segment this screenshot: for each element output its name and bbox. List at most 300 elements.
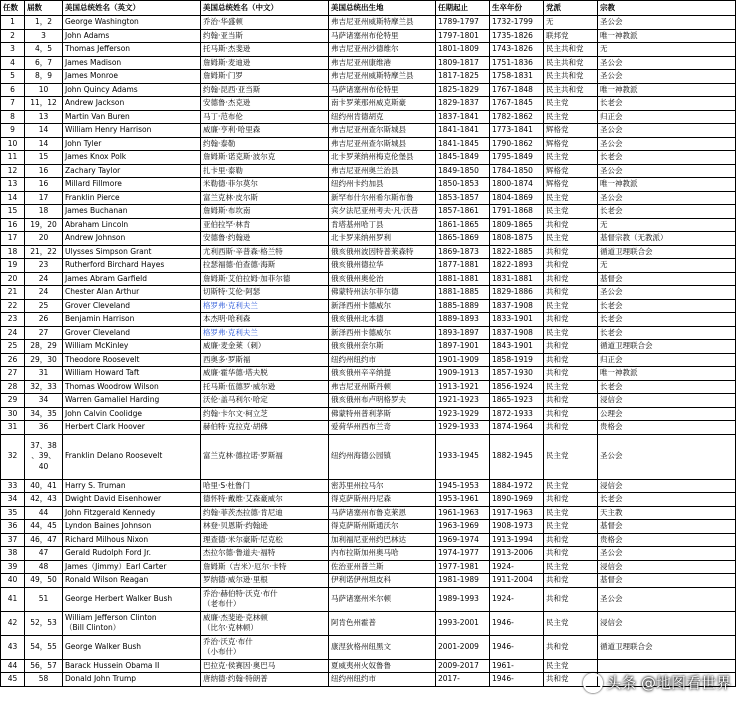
cell-term: 27 — [25, 326, 63, 340]
cell-name-en: Andrew Johnson — [63, 232, 201, 246]
cell-party: 共和党 — [544, 394, 598, 408]
cell-name-cn: 扎卡里·泰勒 — [201, 164, 329, 178]
cell-term: 14 — [25, 124, 63, 138]
table-row — [1, 493, 736, 507]
cell-party: 无 — [544, 16, 598, 30]
header-years: 任期起止 — [436, 1, 490, 16]
cell-name-en: James Madison — [63, 56, 201, 70]
cell-term: 44 — [25, 506, 63, 520]
cell-years: 1841-1845 — [436, 137, 490, 151]
table-row — [1, 659, 736, 673]
cell-years: 2009-2017 — [436, 659, 490, 673]
table-row — [1, 326, 736, 340]
cell-birthplace: 弗吉尼亚州奥兰治县 — [329, 164, 436, 178]
cell-name-en: George Herbert Walker Bush — [63, 587, 201, 611]
cell-party: 民主党 — [544, 232, 598, 246]
cell-name-en: John Quincy Adams — [63, 83, 201, 97]
cell-life: 1882-1945 — [490, 434, 544, 479]
cell-years: 1797-1801 — [436, 29, 490, 43]
cell-term: 32，33 — [25, 380, 63, 394]
cell-birthplace: 纽约州卡约加县 — [329, 178, 436, 192]
cell-religion: 循道卫理联合会 — [598, 245, 736, 259]
cell-party: 民主党 — [544, 97, 598, 111]
cell-life: 1790-1862 — [490, 137, 544, 151]
cell-term: 28，29 — [25, 340, 63, 354]
table-row — [1, 164, 736, 178]
cell-term: 25 — [25, 299, 63, 313]
table-row — [1, 407, 736, 421]
cell-party: 共和党 — [544, 340, 598, 354]
cell-name-cn: 安德鲁·杰克逊 — [201, 97, 329, 111]
cell-birthplace: 马萨诸塞州布伦特里 — [329, 83, 436, 97]
cell-term: 54，55 — [25, 635, 63, 659]
cell-name-en: Gerald Rudolph Ford Jr. — [63, 547, 201, 561]
cell-religion: 长老会 — [598, 205, 736, 219]
cell-name-en: Warren Gamaliel Harding — [63, 394, 201, 408]
cell-name-cn: 富兰克林·德拉诺·罗斯福 — [201, 434, 329, 479]
cell-birthplace: 弗吉尼亚州沙德维尔 — [329, 43, 436, 57]
cell-religion: 圣公会 — [598, 16, 736, 30]
table-row — [1, 70, 736, 84]
cell-term: 40，41 — [25, 479, 63, 493]
cell-number: 31 — [1, 421, 25, 435]
cell-name-en: Harry S. Truman — [63, 479, 201, 493]
cell-life: 1884-1972 — [490, 479, 544, 493]
table-row — [1, 340, 736, 354]
cell-name-cn: 詹姆斯（吉米）·厄尔·卡特 — [201, 560, 329, 574]
cell-birthplace: 弗吉尼亚州查尔斯城县 — [329, 137, 436, 151]
cell-party: 共和党 — [544, 245, 598, 259]
cell-name-cn: 唐纳德·约翰·特朗普 — [201, 673, 329, 687]
cell-name-cn: 理查德·米尔豪斯·尼克松 — [201, 533, 329, 547]
cell-party: 民主党 — [544, 380, 598, 394]
cell-birthplace: 马萨诸塞州布伦特里 — [329, 29, 436, 43]
cell-term: 17 — [25, 191, 63, 205]
cell-religion: 天主教 — [598, 506, 736, 520]
cell-name-en: John Calvin Coolidge — [63, 407, 201, 421]
cell-religion: 唯一神教派 — [598, 83, 736, 97]
cell-religion: 浸信会 — [598, 394, 736, 408]
cell-name-cn: 乔治·华盛顿 — [201, 16, 329, 30]
table-row — [1, 110, 736, 124]
cell-years: 1817-1825 — [436, 70, 490, 84]
cell-birthplace: 宾夕法尼亚州考夫·凡·沃普 — [329, 205, 436, 219]
cell-number: 42 — [1, 611, 25, 635]
cell-term: 51 — [25, 587, 63, 611]
cell-birthplace: 阿肯色州霍普 — [329, 611, 436, 635]
cell-years: 1861-1865 — [436, 218, 490, 232]
cell-years: 1993-2001 — [436, 611, 490, 635]
cell-number: 6 — [1, 83, 25, 97]
cell-years: 1953-1961 — [436, 493, 490, 507]
cell-number: 5 — [1, 70, 25, 84]
cell-number: 25 — [1, 340, 25, 354]
cell-years: 1989-1993 — [436, 587, 490, 611]
cell-number: 23 — [1, 313, 25, 327]
cell-religion: 圣公会 — [598, 434, 736, 479]
cell-name-cn: 詹姆斯·布坎南 — [201, 205, 329, 219]
cell-birthplace: 北卡罗莱纳州梅克伦堡县 — [329, 151, 436, 165]
cell-life: 1831-1881 — [490, 272, 544, 286]
header-religion: 宗教 — [598, 1, 736, 16]
cell-life: 1782-1862 — [490, 110, 544, 124]
cell-party: 共和党 — [544, 259, 598, 273]
cell-term: 56，57 — [25, 659, 63, 673]
cell-party: 共和党 — [544, 587, 598, 611]
cell-religion: 贵格会 — [598, 421, 736, 435]
cell-party: 共和党 — [544, 421, 598, 435]
cell-years: 1877-1881 — [436, 259, 490, 273]
header-birthplace: 美国总统出生地 — [329, 1, 436, 16]
cell-term: 1，2 — [25, 16, 63, 30]
cell-name-en: Dwight David Eisenhower — [63, 493, 201, 507]
table-row — [1, 272, 736, 286]
cell-life: 1837-1908 — [490, 299, 544, 313]
watermark-logo-icon — [583, 673, 603, 693]
cell-years: 1853-1857 — [436, 191, 490, 205]
cell-years: 1829-1837 — [436, 97, 490, 111]
cell-term: 3 — [25, 29, 63, 43]
cell-term: 20 — [25, 232, 63, 246]
cell-term: 26 — [25, 313, 63, 327]
cell-name-en: Rutherford Birchard Hayes — [63, 259, 201, 273]
table-row — [1, 56, 736, 70]
cell-religion: 圣公会 — [598, 56, 736, 70]
cell-party: 共和党 — [544, 313, 598, 327]
cell-number: 11 — [1, 151, 25, 165]
cell-name-en: Andrew Jackson — [63, 97, 201, 111]
cell-religion: 长老会 — [598, 313, 736, 327]
cell-number: 40 — [1, 574, 25, 588]
cell-years: 1801-1809 — [436, 43, 490, 57]
cell-party: 民主党 — [544, 659, 598, 673]
cell-number: 9 — [1, 124, 25, 138]
cell-religion: 贵格会 — [598, 533, 736, 547]
table-row — [1, 506, 736, 520]
cell-name-cn: 亚伯拉罕·林肯 — [201, 218, 329, 232]
cell-religion: 归正会 — [598, 110, 736, 124]
cell-birthplace: 弗吉尼亚州查尔斯城县 — [329, 124, 436, 138]
cell-name-en: John Adams — [63, 29, 201, 43]
cell-name-cn: 威廉·麦金莱（刺） — [201, 340, 329, 354]
table-row — [1, 16, 736, 30]
table-row — [1, 547, 736, 561]
table-row — [1, 178, 736, 192]
cell-birthplace: 肯塔基州哈丁县 — [329, 218, 436, 232]
table-row — [1, 380, 736, 394]
cell-life: 1858-1919 — [490, 353, 544, 367]
cell-number: 44 — [1, 659, 25, 673]
cell-life: 1946- — [490, 611, 544, 635]
cell-name-cn: 哈里·S·杜鲁门 — [201, 479, 329, 493]
cell-number: 7 — [1, 97, 25, 111]
cell-party: 共和党 — [544, 533, 598, 547]
cell-party: 民主党 — [544, 506, 598, 520]
cell-religion: 圣公会 — [598, 137, 736, 151]
cell-years: 1945-1953 — [436, 479, 490, 493]
cell-name-cn: 约翰·菲茨杰拉德·肯尼迪 — [201, 506, 329, 520]
cell-name-en: Chester Alan Arthur — [63, 286, 201, 300]
cell-party: 民主党 — [544, 560, 598, 574]
cell-years: 1893-1897 — [436, 326, 490, 340]
cell-birthplace: 佛蒙特州法尔菲尔德 — [329, 286, 436, 300]
cell-years: 1789-1797 — [436, 16, 490, 30]
cell-name-en: Ronald Wilson Reagan — [63, 574, 201, 588]
cell-religion: 基督会 — [598, 574, 736, 588]
cell-name-en: Barack Hussein Obama II — [63, 659, 201, 673]
cell-name-en: Franklin Pierce — [63, 191, 201, 205]
cell-life: 1874-1964 — [490, 421, 544, 435]
cell-term: 8，9 — [25, 70, 63, 84]
cell-term: 6，7 — [25, 56, 63, 70]
cell-term: 11，12 — [25, 97, 63, 111]
cell-name-en: Thomas Woodrow Wilson — [63, 380, 201, 394]
cell-years: 1885-1889 — [436, 299, 490, 313]
cell-years: 1901-1909 — [436, 353, 490, 367]
cell-religion: 循道卫理联合会 — [598, 635, 736, 659]
cell-number: 36 — [1, 520, 25, 534]
cell-name-cn: 本杰明·哈利森 — [201, 313, 329, 327]
cell-religion: 公理会 — [598, 407, 736, 421]
cell-birthplace: 加利福尼亚州约巴林达 — [329, 533, 436, 547]
cell-years: 1977-1981 — [436, 560, 490, 574]
cell-years: 1909-1913 — [436, 367, 490, 381]
cell-life: 1822-1885 — [490, 245, 544, 259]
cell-name-cn: 威廉·杰斐逊·克林顿 （比尔·克林顿） — [201, 611, 329, 635]
cell-number: 12 — [1, 164, 25, 178]
cell-term: 16 — [25, 178, 63, 192]
cell-name-cn: 巴拉克·侯赛因·奥巴马 — [201, 659, 329, 673]
cell-name-cn: 西奥多·罗斯福 — [201, 353, 329, 367]
cell-term: 48 — [25, 560, 63, 574]
cell-name-en: Donald John Trump — [63, 673, 201, 687]
cell-number: 33 — [1, 479, 25, 493]
cell-number: 8 — [1, 110, 25, 124]
header-name-cn: 美国总统姓名（中文） — [201, 1, 329, 16]
cell-number: 16 — [1, 218, 25, 232]
cell-years: 1929-1933 — [436, 421, 490, 435]
cell-party: 共和党 — [544, 272, 598, 286]
cell-name-en: James Monroe — [63, 70, 201, 84]
cell-party: 民主党 — [544, 151, 598, 165]
cell-party: 联邦党 — [544, 29, 598, 43]
cell-religion: 圣公会 — [598, 286, 736, 300]
cell-name-cn: 威廉·亨利·哈里森 — [201, 124, 329, 138]
cell-name-en: George Washington — [63, 16, 201, 30]
header-number: 任数 — [1, 1, 25, 16]
cell-life: 1913-2006 — [490, 547, 544, 561]
cell-life: 1784-1850 — [490, 164, 544, 178]
cell-term: 16 — [25, 164, 63, 178]
cell-birthplace: 纽约州肯德胡克 — [329, 110, 436, 124]
cell-name-en: William Jefferson Clinton （Bill Clinton） — [63, 611, 201, 635]
cell-party: 辉格党 — [544, 178, 598, 192]
cell-name-cn: 沃伦·盖马利尔·哈定 — [201, 394, 329, 408]
cell-life: 1808-1875 — [490, 232, 544, 246]
cell-birthplace: 南卡罗莱那州威克斯豪 — [329, 97, 436, 111]
cell-life: 1872-1933 — [490, 407, 544, 421]
cell-term: 37、38 、39、 40 — [25, 434, 63, 479]
cell-life: 1961- — [490, 659, 544, 673]
cell-number: 17 — [1, 232, 25, 246]
table-body — [1, 16, 736, 687]
cell-name-en: Benjamin Harrison — [63, 313, 201, 327]
cell-birthplace: 俄亥俄州辛辛纳提 — [329, 367, 436, 381]
cell-name-en: John Fitzgerald Kennedy — [63, 506, 201, 520]
cell-life: 1946- — [490, 673, 544, 687]
cell-party: 民主共和党 — [544, 43, 598, 57]
cell-years: 2017- — [436, 673, 490, 687]
cell-religion: 长老会 — [598, 299, 736, 313]
cell-number: 19 — [1, 259, 25, 273]
cell-name-cn: 罗纳德·威尔逊·里根 — [201, 574, 329, 588]
cell-term: 29，30 — [25, 353, 63, 367]
cell-party: 民主党 — [544, 191, 598, 205]
cell-life: 1908-1973 — [490, 520, 544, 534]
cell-life: 1829-1886 — [490, 286, 544, 300]
cell-years: 1974-1977 — [436, 547, 490, 561]
cell-name-en: Franklin Delano Roosevelt — [63, 434, 201, 479]
cell-party: 民主党 — [544, 434, 598, 479]
cell-religion: 圣公会 — [598, 547, 736, 561]
cell-name-cn: 格罗弗·克利夫兰 — [201, 326, 329, 340]
cell-term: 49，50 — [25, 574, 63, 588]
table-row — [1, 83, 736, 97]
cell-years: 1841-1841 — [436, 124, 490, 138]
cell-name-en: Ulysses Simpson Grant — [63, 245, 201, 259]
cell-term: 19，20 — [25, 218, 63, 232]
cell-term: 15 — [25, 151, 63, 165]
table-row — [1, 353, 736, 367]
cell-life: 1822-1893 — [490, 259, 544, 273]
cell-name-en: James Knox Polk — [63, 151, 201, 165]
cell-number: 34 — [1, 493, 25, 507]
cell-birthplace: 纽约州纽约市 — [329, 673, 436, 687]
cell-party: 民主党 — [544, 479, 598, 493]
cell-years: 1913-1921 — [436, 380, 490, 394]
cell-religion: 归正会 — [598, 353, 736, 367]
cell-name-cn: 詹姆斯·艾伯拉姆·加菲尔德 — [201, 272, 329, 286]
cell-years: 1857-1861 — [436, 205, 490, 219]
cell-birthplace: 密苏里州拉马尔 — [329, 479, 436, 493]
cell-name-cn: 德怀特·戴维·艾森豪威尔 — [201, 493, 329, 507]
table-row — [1, 43, 736, 57]
table-row — [1, 421, 736, 435]
cell-name-cn: 托马斯·伍德罗·威尔逊 — [201, 380, 329, 394]
cell-party: 共和党 — [544, 493, 598, 507]
cell-name-en: William Henry Harrison — [63, 124, 201, 138]
table-row — [1, 587, 736, 611]
cell-birthplace: 内布拉斯加州奥马哈 — [329, 547, 436, 561]
cell-birthplace: 马萨诸塞州布鲁克莱恩 — [329, 506, 436, 520]
table-row — [1, 191, 736, 205]
cell-name-cn: 约翰·昆西·亚当斯 — [201, 83, 329, 97]
cell-name-en: Lyndon Baines Johnson — [63, 520, 201, 534]
table-row — [1, 218, 736, 232]
cell-religion: 圣公会 — [598, 124, 736, 138]
table-row — [1, 205, 736, 219]
cell-birthplace: 俄亥俄州奥伦治 — [329, 272, 436, 286]
header-term: 届数 — [25, 1, 63, 16]
cell-name-cn: 杰拉尔德·鲁道夫·福特 — [201, 547, 329, 561]
cell-name-en: William McKinley — [63, 340, 201, 354]
cell-life: 1767-1848 — [490, 83, 544, 97]
cell-birthplace: 佐治亚州普兰斯 — [329, 560, 436, 574]
cell-years: 1889-1893 — [436, 313, 490, 327]
cell-birthplace: 得克萨斯州丹尼森 — [329, 493, 436, 507]
cell-party: 辉格党 — [544, 164, 598, 178]
cell-religion: 循道卫理联合会 — [598, 340, 736, 354]
cell-number: 37 — [1, 533, 25, 547]
cell-number: 24 — [1, 326, 25, 340]
cell-years: 1850-1853 — [436, 178, 490, 192]
cell-name-en: James（Jimmy）Earl Carter — [63, 560, 201, 574]
cell-birthplace: 新泽西州卡德威尔 — [329, 326, 436, 340]
cell-life: 1946- — [490, 635, 544, 659]
cell-number: 14 — [1, 191, 25, 205]
cell-name-cn: 约翰·亚当斯 — [201, 29, 329, 43]
cell-birthplace: 佛蒙特州普利茅斯 — [329, 407, 436, 421]
cell-religion: 无 — [598, 43, 736, 57]
cell-term: 24 — [25, 286, 63, 300]
cell-life: 1857-1930 — [490, 367, 544, 381]
cell-birthplace: 马萨诸塞州米尔顿 — [329, 587, 436, 611]
cell-religion — [598, 659, 736, 673]
cell-number: 21 — [1, 286, 25, 300]
cell-years: 1881-1885 — [436, 286, 490, 300]
cell-term: 58 — [25, 673, 63, 687]
cell-name-en: Millard Fillmore — [63, 178, 201, 192]
cell-name-en: James Buchanan — [63, 205, 201, 219]
cell-birthplace: 新罕布什尔州希尔斯布鲁 — [329, 191, 436, 205]
cell-birthplace: 俄亥俄州布卢明格罗夫 — [329, 394, 436, 408]
cell-religion: 圣公会 — [598, 587, 736, 611]
table-row — [1, 367, 736, 381]
cell-name-cn: 乔治·赫伯特·沃克·布什 （老布什） — [201, 587, 329, 611]
table-row — [1, 245, 736, 259]
cell-life: 1913-1994 — [490, 533, 544, 547]
cell-party: 民主共和党 — [544, 56, 598, 70]
cell-birthplace: 俄亥俄州德拉华 — [329, 259, 436, 273]
cell-life: 1833-1901 — [490, 313, 544, 327]
cell-name-cn: 托马斯·杰斐逊 — [201, 43, 329, 57]
cell-party: 民主党 — [544, 205, 598, 219]
cell-religion: 浸信会 — [598, 560, 736, 574]
cell-party: 民主共和党 — [544, 83, 598, 97]
cell-name-cn: 乔治·沃克·布什 （小布什） — [201, 635, 329, 659]
header-party: 党派 — [544, 1, 598, 16]
cell-term: 34 — [25, 394, 63, 408]
cell-term: 52，53 — [25, 611, 63, 635]
cell-party: 共和党 — [544, 574, 598, 588]
cell-religion: 圣公会 — [598, 70, 736, 84]
cell-name-cn: 詹姆斯·诺克斯·波尔克 — [201, 151, 329, 165]
cell-birthplace: 得克萨斯州斯通沃尔 — [329, 520, 436, 534]
cell-term: 18 — [25, 205, 63, 219]
cell-name-en: James Abram Garfield — [63, 272, 201, 286]
cell-term: 47 — [25, 547, 63, 561]
cell-party: 共和党 — [544, 353, 598, 367]
table-row — [1, 574, 736, 588]
cell-number: 32 — [1, 434, 25, 479]
header-life: 生卒年份 — [490, 1, 544, 16]
cell-years: 1961-1963 — [436, 506, 490, 520]
cell-number: 28 — [1, 380, 25, 394]
cell-birthplace: 纽约州纽约市 — [329, 353, 436, 367]
cell-name-cn: 约翰·卡尔文·柯立芝 — [201, 407, 329, 421]
cell-number: 41 — [1, 587, 25, 611]
cell-religion: 基督会 — [598, 272, 736, 286]
